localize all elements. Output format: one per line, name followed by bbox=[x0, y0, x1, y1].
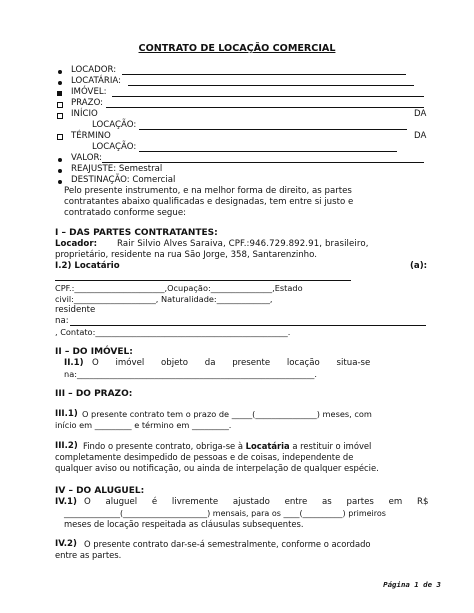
locataria-a: (a): bbox=[410, 261, 428, 271]
prazo-clause-1-line-1: O presente contrato tem o prazo de _____(_______________) meses, com bbox=[82, 409, 372, 419]
residente-label: residente bbox=[55, 305, 96, 315]
intro-line-3: contratado conforme segue: bbox=[64, 208, 187, 218]
document-title: CONTRATO DE LOCAÇÃO COMERCIAL bbox=[138, 43, 336, 54]
aluguel-clause-2-line-2: entre as partes. bbox=[55, 550, 122, 560]
hollow-bullet-icon bbox=[57, 113, 63, 119]
aluguel-clause-2-label: IV.2) bbox=[55, 539, 77, 549]
bullet-icon bbox=[58, 70, 62, 74]
prazo-clause-2-line-3: qualquer aviso ou notificação, ou ainda de interpelação de qualquer espécie. bbox=[55, 463, 379, 473]
section-3-heading: III – DO PRAZO: bbox=[55, 389, 133, 399]
field-valor-line bbox=[102, 162, 424, 163]
hollow-bullet-icon bbox=[57, 134, 63, 140]
section-4-heading: IV – DO ALUGUEL: bbox=[55, 486, 145, 496]
field-reajuste: REAJUSTE: Semestral bbox=[71, 164, 163, 174]
field-prazo: PRAZO: bbox=[71, 98, 104, 108]
field-termino-da: DA bbox=[414, 131, 427, 141]
civil-line: civil:____________________, Naturalidade:_____________, bbox=[55, 294, 273, 304]
aluguel-clause-1-line-1: O aluguel é livremente ajustado entre as partes em R$ bbox=[84, 497, 429, 507]
prazo-clause-2-label: III.2) bbox=[55, 441, 78, 451]
bullet-icon bbox=[58, 169, 62, 173]
locataria-label: I.2) Locatário bbox=[55, 261, 120, 271]
page-number: Página 1 de 3 bbox=[383, 580, 441, 589]
field-inicio: INÍCIO bbox=[71, 109, 98, 119]
cpf-line: CPF.:______________________,Ocupação:_______________,Estado bbox=[55, 283, 303, 293]
field-imovel-line bbox=[112, 96, 424, 97]
aluguel-clause-1-line-2: ______________(_____________________) mensais, para os ____(__________) primeiros bbox=[64, 509, 386, 518]
field-locador: LOCADOR: bbox=[71, 65, 117, 75]
contato-line: , Contato:_______________________________________________. bbox=[55, 327, 291, 337]
prazo-clause-2-line-1: Findo o presente contrato, obriga-se à Locatária a restituir o imóvel bbox=[83, 441, 372, 451]
section-2-heading: II – DO IMÓVEL: bbox=[55, 347, 133, 357]
aluguel-clause-1-label: IV.1) bbox=[55, 497, 77, 507]
section-1-heading: I – DAS PARTES CONTRATANTES: bbox=[55, 228, 218, 238]
aluguel-clause-1-line-3: meses de locação respeitada as cláusulas subsequentes. bbox=[64, 519, 304, 529]
imovel-clause-line-2: na:__________________________________________________________. bbox=[64, 369, 318, 379]
locador-line-2: proprietário, residente na rua São Jorge, 358, Santarenzinho. bbox=[55, 250, 317, 260]
field-termino-line bbox=[139, 151, 397, 152]
field-destinacao: DESTINAÇÃO: Comercial bbox=[71, 175, 176, 185]
prazo-clause-2-line-2: completamente desimpedido de pessoas e de coisas, independente de bbox=[55, 452, 354, 462]
intro-line-1: Pelo presente instrumento, e na melhor forma de direito, as partes bbox=[64, 186, 352, 196]
field-valor: VALOR: bbox=[71, 153, 103, 163]
field-inicio-locacao: LOCAÇÃO: bbox=[92, 120, 137, 130]
bullet-icon bbox=[58, 81, 62, 85]
prazo-clause-1-label: III.1) bbox=[55, 409, 78, 419]
bullet-icon bbox=[58, 158, 62, 162]
field-inicio-da: DA bbox=[414, 109, 427, 119]
na-label: na: bbox=[55, 316, 69, 326]
hollow-bullet-icon bbox=[57, 102, 63, 108]
field-termino-locacao: LOCAÇÃO: bbox=[92, 142, 137, 152]
field-locataria: LOCATÁRIA: bbox=[71, 76, 122, 86]
field-prazo-line bbox=[106, 107, 424, 108]
field-imovel: IMÓVEL: bbox=[71, 87, 107, 97]
square-bullet-icon bbox=[57, 91, 62, 96]
locador-line-1: Rair Silvio Alves Saraiva, CPF.:946.729.892.91, brasileiro, bbox=[117, 239, 369, 249]
field-termino: TÉRMINO bbox=[71, 131, 111, 141]
bullet-icon bbox=[58, 180, 62, 184]
imovel-clause-line-1: O imóvel objeto da presente locação situa-se bbox=[92, 358, 371, 368]
aluguel-clause-2-line-1: O presente contrato dar-se-á semestralmente, conforme o acordado bbox=[84, 539, 371, 549]
na-line bbox=[70, 325, 426, 326]
field-locador-line bbox=[122, 74, 406, 75]
field-inicio-line bbox=[139, 129, 407, 130]
intro-line-2: contratantes abaixo qualificadas e designadas, tem entre si justo e bbox=[64, 197, 354, 207]
locataria-name-line bbox=[55, 280, 351, 281]
imovel-clause-label: II.1) bbox=[64, 358, 84, 368]
locador-label: Locador: bbox=[55, 239, 98, 249]
field-locataria-line bbox=[128, 85, 414, 86]
prazo-clause-1-line-2: início em _________ e término em _________. bbox=[55, 420, 232, 430]
